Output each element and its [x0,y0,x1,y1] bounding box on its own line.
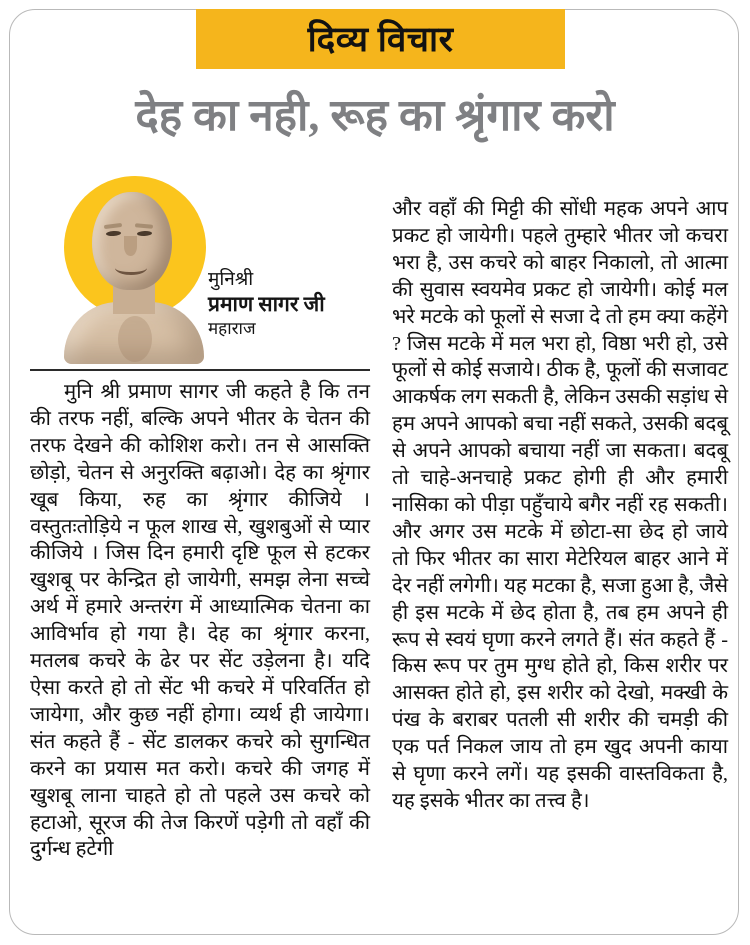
byline-divider [30,369,370,371]
section-banner [196,9,565,69]
portrait-nose [124,236,137,256]
byline [208,268,380,339]
byline-suffix: महाराज [208,318,256,338]
article-column-left [30,379,370,863]
banner-title: दिव्य विचार [307,19,454,59]
byline-prefix: मुनिश्री [208,269,254,290]
article-text-left: मुनि श्री प्रमाण सागर जी कहते है कि तन की तरफ नहीं, बल्कि अपने भीतर के चेतन की तरफ देखने की कोशिश करो। तन से आसक्ति छोड़ो, चेतन से अनुरक्ति बढ़ाओ। देह का श्रृंगार खूब किया, रुह का श्रृंगार कीजिये । वस्तुतःतोड़िये न फूल शाख से, खुशबुओं से प्यार कीजिये । जिस दिन हमारी दृष्टि फूल से हटकर खुशबू पर केन्द्रित हो जायेगी, समझ लेना सच्चे अर्थ में हमारे अन्तरंग में आध्यात्मिक चेतना का आविर्भाव हो गया है। देह का श्रृंगार करना, मतलब कचरे के ढेर पर सेंट उड़ेलना है। यदि ऐसा करते हो तो सेंट भी कचरे में परिवर्तित हो जायेगा, और कुछ नहीं होगा। व्यर्थ ही जायेगा। संत कहते हैं - सेंट डालकर कचरे को सुगन्धित करने का प्रयास मत करो। कचरे की जगह में खुशबू लाना चाहते हो तो पहले उस कचरे को हटाओ, सूरज की तेज किरणें पड़ेगी तो वहाँ की दुर्गन्ध हटेगी [30,381,370,861]
author-portrait [58,176,208,362]
monk-portrait-illustration [58,176,208,362]
article-column-right [392,196,728,815]
article-text-right: और वहाँ की मिट्टी की सोंधी महक अपने आप प्रकट हो जायेगी। पहले तुम्हारे भीतर जो कचरा भरा है, उस कचरे को बाहर निकालो, तो आत्मा की सुवास स्वयमेव प्रकट हो जायेगी। कोई मल भरे मटके को फूलों से सजा दे तो हम क्या कहेंगे ? जिस मटके में मल भरा हो, विष्ठा भरी हो, उसे फूलों से कोई सजाये। ठीक है, फूलों की सजावट आकर्षक लग सकती है, लेकिन उसकी सड़ांध से हम अपने आपको बचा नहीं सकते, उसकी बदबू से अपने आपको बचाया नहीं जा सकता। बदबू तो चाहे-अनचाहे प्रकट होगी ही और हमारी नासिका को पीड़ा पहुँचाये बगैर नहीं रह सकती। और अगर उस मटके में छोटा-सा छेद हो जाये तो फिर भीतर का सारा मेटेरियल बाहर आने में देर नहीं लगेगी। यह मटका है, सजा हुआ है, जैसे ही इस मटके में छेद होता है, तब हम अपने ही रूप से स्वयं घृणा करने लगते हैं। संत कहते हैं - किस रूप पर तुम मुग्ध होते हो, किस शरीर पर आसक्त होते हो, इस शरीर को देखो, मक्खी के पंख के बराबर पतली सी शरीर की चमड़ी की एक पर्त निकल जाय तो हम खुद अपनी काया से घृणा करने लगें। यह इसकी वास्तविकता है, यह इसके भीतर का तत्त्व है। [392,198,729,812]
page-title: देह का नही, रूह का श्रृंगार करो [135,91,615,140]
portrait-chest-shading [118,316,152,362]
portrait-mouth [115,261,147,275]
byline-name: प्रमाण सागर जी [208,292,325,317]
